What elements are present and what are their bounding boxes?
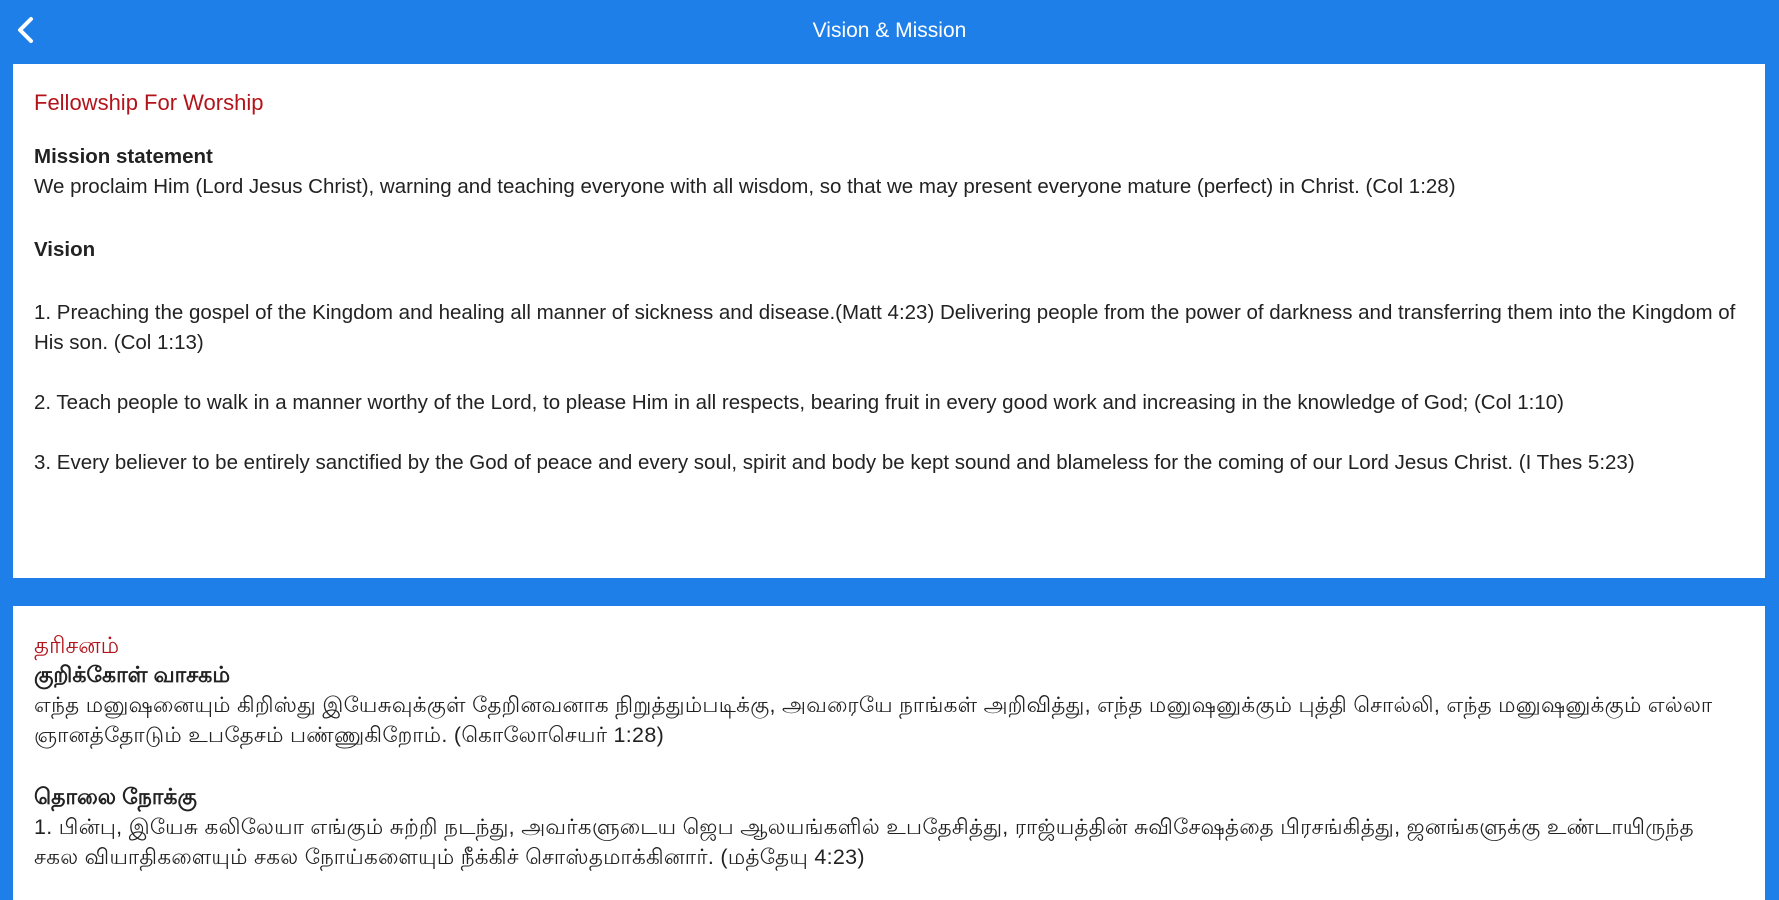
vision-item: 1. பின்பு, இயேசு கலிலேயா எங்கும் சுற்றி நடந்து, அவர்களுடைய ஜெப ஆலயங்களில் உபதேசித்து, ராஜ்யத்தின் சுவிசேஷத்தை பிரசங்கித்து, ஜனங்களுக்கு உண்டாயிருந்த சகல வியாதிகளையும் சகல நோய்களையும் நீக்கிச் சொஸ்தமாக்கினார். (மத்தேயு 4:23) [34,815,1694,869]
mission-heading: Mission statement [34,145,213,168]
card-title: Fellowship For Worship [34,90,264,115]
mission-text: எந்த மனுஷனையும் கிறிஸ்து இயேசுவுக்குள் தேறினவனாக நிறுத்தும்படிக்கு, அவரையே நாங்கள் அறிவித்து, எந்த மனுஷனுக்கும் புத்தி சொல்லி, எந்த மனுஷனுக்கும் எல்லா ஞானத்தோடும் உபதேசம் பண்ணுகிறோம். (கொலோசெயர் 1:28) [34,693,1713,747]
card-title: தரிசனம் [34,632,120,658]
vision-item: 1. Preaching the gospel of the Kingdom and healing all manner of sickness and disease.(Matt 4:23) Delivering people from the power of darkness and transferring them into the Kingdom of His son. (Col 1:13) [34,301,1736,354]
mission-text: We proclaim Him (Lord Jesus Christ), warning and teaching everyone with all wisdom, so that we may present everyone mature (perfect) in Christ. (Col 1:28) [34,175,1456,198]
vision-heading: Vision [34,238,96,261]
vision-item: 3. Every believer to be entirely sanctified by the God of peace and every soul, spirit and body be kept sound and blameless for the coming of our Lord Jesus Christ. (I Thes 5:23) [34,451,1635,474]
page-title: Vision & Mission [812,19,967,42]
mission-heading: குறிக்கோள் வாசகம் [34,662,231,687]
app-bar [0,0,1779,62]
vision-heading: தொலை நோக்கு [34,784,197,809]
english-card [13,64,1765,578]
tamil-card [13,606,1765,900]
vision-item: 2. Teach people to walk in a manner worthy of the Lord, to please Him in all respects, bearing fruit in every good work and increasing in the knowledge of God; (Col 1:10) [34,391,1564,414]
